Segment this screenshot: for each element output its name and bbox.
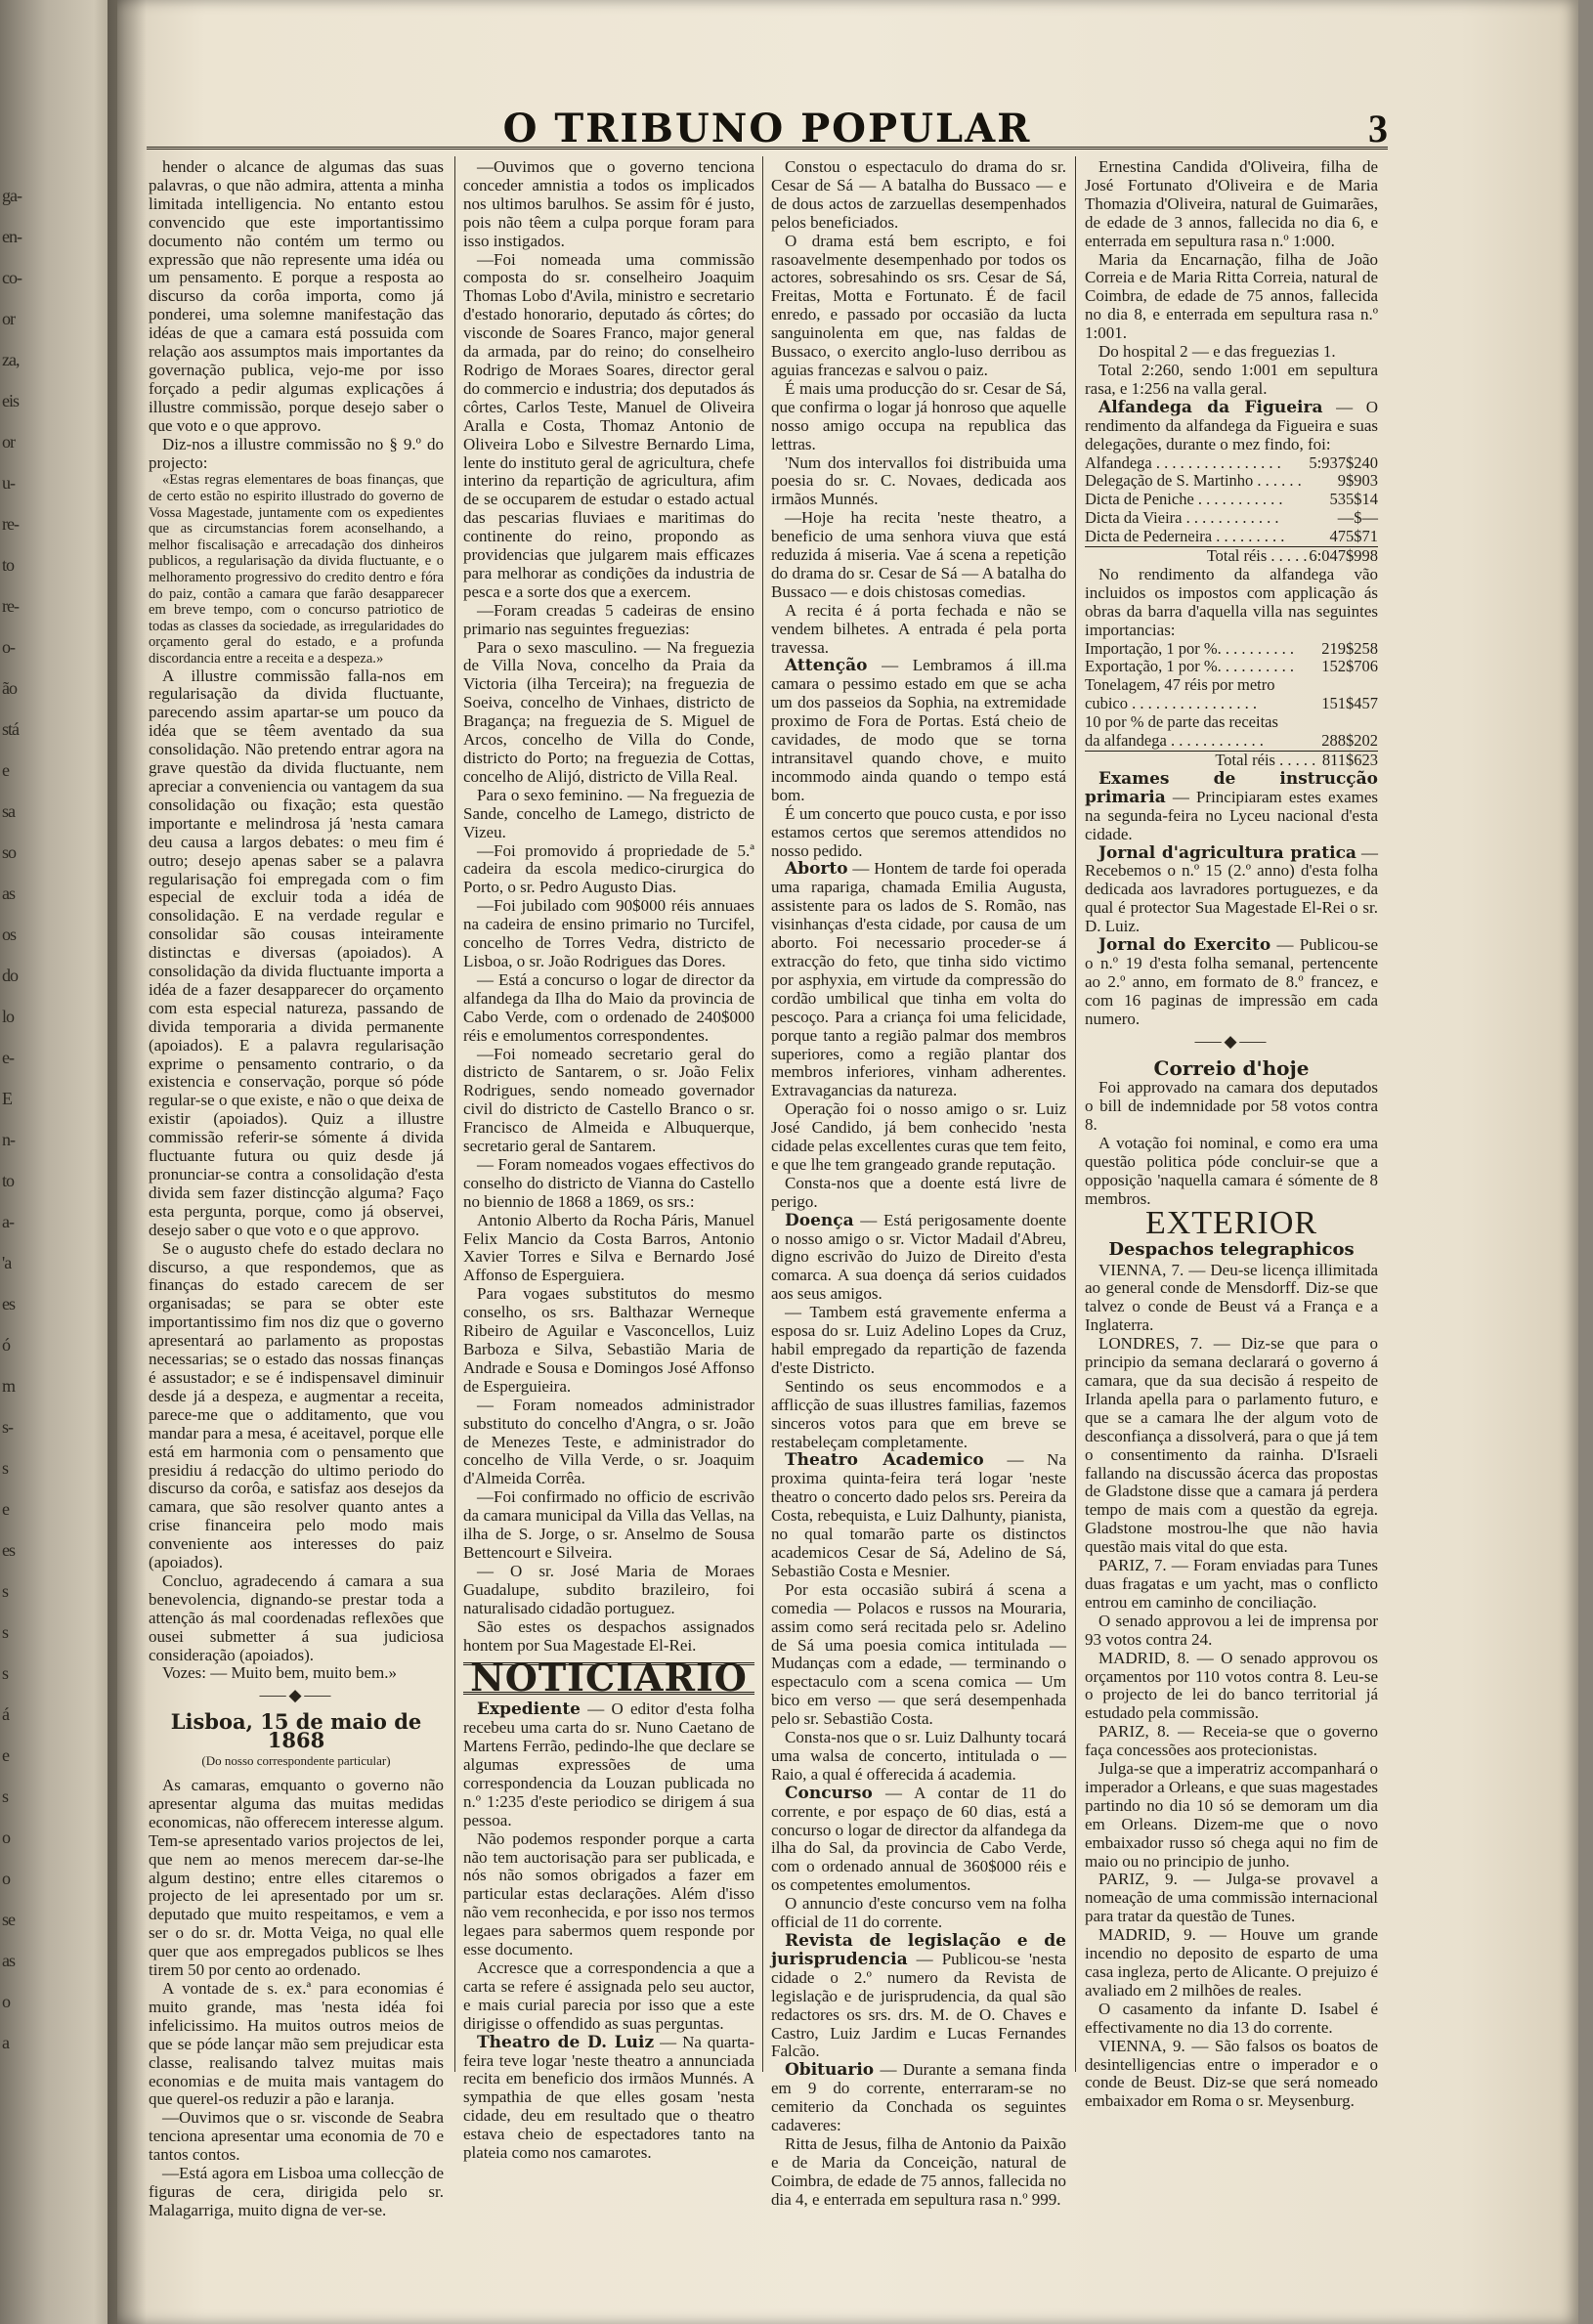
paragraph: —Foram creadas 5 cadeiras de ensino primario nas seguintes freguezias: bbox=[463, 600, 754, 638]
previous-page-fragment: lo bbox=[2, 1007, 15, 1026]
previous-page-fragment: os bbox=[2, 925, 17, 944]
previous-page-edge bbox=[0, 0, 117, 2324]
page-number: 3 bbox=[1368, 107, 1388, 151]
paragraph: MADRID, 9. — Houve um grande incendio no deposito de esparto de uma casa ingleza, perto de Alicante. O prejuizo é avaliado em 2 milhões de reales. bbox=[1085, 1925, 1378, 2000]
article-lead: Obituario bbox=[785, 2060, 875, 2081]
article-lead: Expediente bbox=[477, 1700, 581, 1720]
previous-page-fragment: s bbox=[2, 1458, 9, 1478]
row-label: cubico . . . . . . . . . . . . . . . . bbox=[1085, 694, 1257, 713]
paragraph: Para o sexo masculino. — Na freguezia de Villa Nova, concelho da Praia da Victoria (ilha Terceira); na freguezia de Soeiva, concelho de Vinhaes, districto de Bragança; na freguezia de S. Miguel de Arcos, concelho de Villa do Conde, districto do Porto; na freguezia de Cottas, concelho de Alijó, districto de Villa Real. bbox=[463, 637, 754, 786]
previous-page-fragment: se bbox=[2, 1910, 15, 1929]
paragraph: Maria da Encarnação, filha de João Correia e de Maria Ritta Correia, natural de Coimbra, de edade de 75 annos, fallecida no dia 8, e enterrada em sepultura rasa n.º 1:001. bbox=[1085, 249, 1378, 343]
paragraph: O senado approvou a lei de imprensa por 93 votos contra 24. bbox=[1085, 1611, 1378, 1649]
section-heading: NOTICIARIO bbox=[463, 1662, 754, 1695]
previous-page-fragment: sa bbox=[2, 801, 15, 821]
total-label: Total réis . . . . . bbox=[1085, 752, 1315, 770]
row-value: 535$14 bbox=[1329, 490, 1378, 509]
news-item: Attenção — Lembramos á ill.ma camara o pessimo estado em que se acha um dos passeios da Sophia, na extremidade proximo de Fora de Portas. Está cheio de cavidades, de modo que se torna intransitavel quando chove, e muito incommodo ainda quando o tempo está bom. bbox=[771, 656, 1067, 804]
row-label: Dicta de Peniche . . . . . . . . . . . bbox=[1085, 490, 1283, 509]
row-label: Importação, 1 por %. . . . . . . . . . bbox=[1085, 638, 1294, 658]
previous-page-fragment: s- bbox=[2, 1417, 13, 1437]
table-row bbox=[1085, 640, 1378, 659]
article-lead: Theatro Academico bbox=[785, 1450, 984, 1471]
article-lead: Aborto bbox=[785, 859, 848, 880]
previous-page-fragment: ga- bbox=[2, 186, 22, 205]
paragraph: —Foi nomeado secretario geral do districto de Santarem, o sr. João Felix Rodrigues, sendo nomeado governador civil do districto de Castello Branco o sr. Francisco de Almeida e Albuquerque, secretario geral de Santarem. bbox=[463, 1044, 754, 1156]
column-1 bbox=[149, 157, 444, 2219]
previous-page-fragment: á bbox=[2, 1704, 9, 1724]
paragraph: A votação foi nominal, e como era uma questão politica póde concluir-se que a opposição 'naquella camara é sómente de 8 membros. bbox=[1085, 1134, 1378, 1208]
previous-page-fragment: 'a bbox=[2, 1253, 12, 1272]
previous-page-fragment: o bbox=[2, 1869, 10, 1888]
paragraph: —Foi promovido á propriedade de 5.ª cadeira da escola medico-cirurgica do Porto, o sr. Pedro Augusto Dias. bbox=[463, 840, 754, 897]
total-value: 811$623 bbox=[1315, 752, 1378, 770]
news-item: Sentindo os seus encommodos e a afflicção de suas illustres familias, fazemos sinceros votos para que em breve se restabeleçam completamente. bbox=[771, 1376, 1066, 1451]
masthead-rule bbox=[147, 147, 1388, 150]
row-label: Dicta de Pederneira . . . . . . . . . bbox=[1085, 527, 1285, 546]
section-heading: Correio d'hoje bbox=[1153, 1055, 1310, 1080]
newspaper-title: O TRIBUNO POPULAR bbox=[502, 106, 1032, 151]
paragraph: Para vogaes substitutos do mesmo conselho, os srs. Balthazar Werneque Ribeiro de Aguilar e Vasconcellos, Luiz Barboza e Silva, Sebastião Maria de Andrade e Sousa e Domingos José Affonso de Esperguieira. bbox=[463, 1284, 754, 1396]
row-value bbox=[1315, 676, 1378, 695]
paragraph: Foi approvado na camara dos deputados o bill de indemnidade por 58 votos contra 8. bbox=[1085, 1078, 1378, 1135]
previous-page-fragment: o bbox=[2, 1828, 10, 1847]
row-value: —$— bbox=[1337, 508, 1378, 528]
news-item: O drama está bem escripto, e foi rasoavelmente desempenhado por todos os actores, sobresahindo os srs. Cesar de Sá, Freitas, Motta e Fortunato. É de facil enredo, e passado por occasião da lucta sanguinolenta em que, nas faldas de Bussaco, o exercito anglo-luso derribou as aguias francezas e salvou o paiz. bbox=[771, 231, 1066, 379]
previous-page-fragment: ão bbox=[2, 678, 17, 698]
previous-page-fragment: co- bbox=[2, 268, 22, 287]
news-item: Jornal do Exercito — Publicou-se o n.º 19 d'esta folha semanal, pertencente ao 2.º anno, em formato de 8.º francez, e com 16 paginas de impressão em cada numero. bbox=[1085, 935, 1378, 1028]
paragraph: PARIZ, 8. — Receia-se que o governo faça concessões aos protecionistas. bbox=[1085, 1722, 1378, 1760]
news-item: Theatro de D. Luiz — Na quarta-feira teve logar 'neste theatro a annunciada recita em beneficio dos irmãos Munnés. A sympathia de que elles gosam 'nesta cidade, deu em resultado que o theatro estava cheio de espectadores tanto na plateia como nos camarotes. bbox=[463, 2032, 755, 2163]
row-value: 288$202 bbox=[1321, 731, 1378, 751]
previous-page-fragment: s bbox=[2, 1663, 9, 1683]
previous-page-fragment: en- bbox=[2, 227, 22, 246]
ornament-divider: ⸺◆⸺ bbox=[258, 1686, 334, 1705]
paragraph: VIENNA, 7. — Deu-se licença illimitada ao general conde de Mensdorff. Diz-se que talvez o conde de Beust vá a França e a Inglaterra. bbox=[1085, 1260, 1378, 1335]
previous-page-fragment: s bbox=[2, 1786, 9, 1806]
paragraph: LONDRES, 7. — Diz-se que para o principio da semana declarará o governo á camara, que da sua decisão á respeito de Irlanda apella para o parlamento futuro, e que se a camara lhe der algum voto de desconfiança a dissolverá, para o que já tem o consentimento da rainha. D'Israeli fallando na discussão ácerca das propostas de Gladstone disse que a camara já perdera tempo de mais com a questão da egreja. Gladstone mostrou-lhe que não havia questão mais vital do que esta. bbox=[1085, 1334, 1378, 1557]
article-lead: Attenção bbox=[785, 656, 868, 676]
column-rule bbox=[454, 156, 455, 2072]
previous-page-fragment: es bbox=[2, 1294, 15, 1313]
total-label: Total réis . . . . . bbox=[1085, 547, 1308, 566]
news-item: O annuncio d'este concurso vem na folha official de 11 do corrente. bbox=[771, 1894, 1066, 1932]
paragraph: — Foram nomeados administrador substituto do concelho d'Angra, o sr. João de Menezes Teste, e administrador do concelho de Villa Verde, o sr. Joaquim d'Almeida Corrêa. bbox=[463, 1395, 754, 1488]
table-row bbox=[1085, 713, 1378, 732]
paragraph: «Estas regras elementares de boas finanças, que de certo estão no espirito illustrado do governo de Vossa Magestade, juntamente com os expedientes que as circumstancias forem aconselhando, a melhor fiscalisação e arrecadação dos dinheiros publicos, a regularisação da divida fluctuante, e o melhoramento progressivo do credito dentro e fóra do paiz, contão a camara que farão desapparecer em breve tempo, com o concurso patriotico de todas as classes da sociedade, as irregularidades do orçamento geral do estado, e a profunda discordancia entre a receita e a despeza.» bbox=[149, 472, 444, 667]
row-label: Tonelagem, 47 réis por metro bbox=[1085, 675, 1275, 695]
previous-page-fragment: es bbox=[2, 1540, 15, 1560]
previous-page-fragment: as bbox=[2, 883, 15, 903]
column-2 bbox=[463, 157, 755, 2163]
paragraph: —Foi confirmado no officio de escrivão da camara municipal da Villa das Vellas, na ilha de S. Jorge, o sr. Anselmo de Sousa Bettencourt e Silveira. bbox=[463, 1487, 754, 1562]
previous-page-fragment: do bbox=[2, 966, 18, 985]
paragraph: No rendimento da alfandega vão incluidos os impostos com applicação ás obras da barra d'aquella villa nas seguintes importancias: bbox=[1085, 564, 1378, 639]
row-label: da alfandega . . . . . . . . . . . . bbox=[1085, 731, 1264, 751]
previous-page-fragment: u- bbox=[2, 473, 15, 493]
row-value bbox=[1315, 713, 1378, 732]
row-value: 151$457 bbox=[1321, 694, 1378, 713]
table-total-row bbox=[1085, 547, 1378, 566]
article-lead: Alfandega da Figueira bbox=[1098, 397, 1323, 417]
row-label: 10 por % de parte das receitas bbox=[1085, 712, 1278, 732]
previous-page-fragment: o bbox=[2, 1992, 10, 2011]
article-lead: Revista de legislação e de jurisprudencia bbox=[771, 1931, 1066, 1969]
news-item: Por esta occasião subirá á scena a comedia — Polacos e russos na Mouraria, assim como será recitada pelo sr. Adelino de Sá uma poesia comica intitulada — Mudanças com a edade, — terminando o espectaculo com a scena comica — Um bico em verso — que será desempenhada pelo sr. Sebastião Costa. bbox=[771, 1579, 1066, 1729]
news-item: Doença — Está perigosamente doente o nosso amigo o sr. Victor Madail d'Abreu, digno escrivão do Juizo de Direito d'esta comarca. A sua doença dá serios cuidados aos seus amigos. bbox=[771, 1210, 1066, 1304]
paragraph: O casamento da infante D. Isabel é effectivamente no dia 13 do corrente. bbox=[1085, 1999, 1378, 2037]
news-item: — Tambem está gravemente enferma a esposa do sr. Luiz Adelino Lopes da Cruz, habil empregado da repartição de fazenda d'este Districto. bbox=[771, 1303, 1066, 1377]
news-item: Operação foi o nosso amigo o sr. Luiz José Candido, já bem conhecido 'nesta cidade pelas excellentes curas que tem feito, e que lhe tem grangeado grande reputação. bbox=[771, 1099, 1066, 1174]
column-rule bbox=[1075, 156, 1076, 2072]
revenue-table bbox=[1085, 640, 1378, 770]
paragraph: VIENNA, 9. — São falsos os boatos de desintelligencias entre o imperador e o conde de Beust. Diz-se que será nomeado embaixador em Roma o sr. Meysenburg. bbox=[1085, 2036, 1378, 2111]
paragraph: — Está a concurso o logar de director da alfandega da Ilha do Maio da provincia de Cabo Verde, com o ordenado de 240$000 réis e emolumentos correspondentes. bbox=[463, 969, 754, 1045]
row-value: 219$258 bbox=[1321, 638, 1378, 658]
paragraph: As camaras, emquanto o governo não apresentar alguma das muitas medidas economicas, não offerecem interesse algum. Tem-se apresentado varios projectos de lei, que nem ao menos merecem dar-se-lhe algum destino; entre elles citaremos o projecto de lei apresentado por um sr. deputado que muito respeitamos, e vem a ser o do sr. dr. Motta Veiga, no qual elle quer que aos empregados publicos se lhes tirem 50 por cento ao ordenado. bbox=[149, 1776, 444, 1980]
previous-page-fragment: e- bbox=[2, 1048, 14, 1067]
paragraph: Antonio Alberto da Rocha Páris, Manuel Felix Mancio da Costa Barros, Antonio Xavier Torres e Silva e Bernardo José Affonso de Esperguiera. bbox=[463, 1210, 754, 1285]
spine-shadow bbox=[108, 0, 147, 2324]
paragraph: —Foi jubilado com 90$000 réis annuaes na cadeira de ensino primario no Turcifel, concelho de Torres Vedra, districto de Lisboa, o sr. João Rodrigues das Dores. bbox=[463, 896, 754, 970]
paragraph: —Está agora em Lisboa uma collecção de figuras de cera, dirigida pelo sr. Malagarriga, muito digna de ver-se. bbox=[149, 2164, 444, 2219]
news-item: Ritta de Jesus, filha de Antonio da Paixão e de Maria da Conceição, natural de Coimbra, de edade de 75 annos, fallecida no dia 4, e enterrada em sepultura rasa n.º 999. bbox=[771, 2133, 1066, 2209]
total-value: 6:047$998 bbox=[1309, 546, 1378, 566]
paragraph: A illustre commissão falla-nos em regularisação da divida fluctuante, parecendo assim apartar-se um pouco da idéa que se têem aventado da sua consolidação. Não pretendo entrar agora na grave questão da divida fluctuante, nem apreciar a conveniencia ou vantagem da sua consolidação ou fixação; esta questão importante e melindrosa já 'nesta camara deu causa a largos debates: o meu fim é outro; desejo apenas saber se a palavra regularisação foi empregada com o fim especial de excluir toda a idéa de consolidação. E na verdade regular e consolidar são cousas inteiramente distinctas e diversas (apoiados). A consolidação da divida fluctuante importa a idéa de a fazer desapparecer do orçamento com esta especial natureza, passando de divida temporaria a divida permanente (apoiados). E a palavra regularisação exprime o pensamento contrario, o da existencia e conservação, porque só póde regular-se o que existe, e não o que deixa de existir (apoiados). Quiz a illustre commissão referir-se sómente á divida fluctuante futura ou quiz desde já pronunciar-se contra a consolidação d'esta divida sem fazer distincção alguma? Faço esta pergunta, porque, como já observei, desejo saber o que voto e o que approvo. bbox=[149, 666, 444, 1239]
table-row bbox=[1085, 472, 1378, 491]
news-item: Constou o espectaculo do drama do sr. Cesar de Sá — A batalha do Bussaco — e de dous actos de zarzuellas desempenhados pelos beneficiados. bbox=[771, 157, 1066, 232]
paragraph: —Ouvimos que o governo tenciona conceder amnistia a todos os implicados nos ultimos barulhos. Se assim fôr é justo, pois não têem a culpa porque foram para isso instigados. bbox=[463, 157, 754, 250]
masthead bbox=[147, 106, 1388, 151]
previous-page-fragment: e bbox=[2, 1499, 9, 1519]
row-label: Alfandega . . . . . . . . . . . . . . . . bbox=[1085, 452, 1281, 472]
paragraph: Total 2:260, sendo 1:001 em sepultura rasa, e 1:256 na valla geral. bbox=[1085, 360, 1378, 398]
previous-page-fragment: ó bbox=[2, 1335, 10, 1355]
table-row bbox=[1085, 454, 1378, 473]
row-label: Dicta da Vieira . . . . . . . . . . . . bbox=[1085, 508, 1279, 528]
paragraph: Ernestina Candida d'Oliveira, filha de José Fortunato d'Oliveira e de Maria Thomazia d'Oliveira, natural de Guimarães, de edade de 3 annos, fallecida no dia 6, e enterrada em sepultura rasa n.º 1:000. bbox=[1085, 157, 1378, 250]
article-lead: Doença bbox=[785, 1210, 854, 1230]
paragraph: PARIZ, 9. — Julga-se provavel a nomeação de uma commissão internacional para tratar da questão de Tunes. bbox=[1085, 1870, 1378, 1926]
table-row bbox=[1085, 732, 1378, 751]
table-row bbox=[1085, 491, 1378, 509]
news-item: Aborto — Hontem de tarde foi operada uma rapariga, chamada Emilia Augusta, assistente para os lados de S. Romão, nas visinhanças d'esta cidade, por causa de um aborto. Foi necessario proceder-se á extracção do feto, que tinha sido victimo por asphyxia, em virtude da compressão do cordão umbilical que tinha em volta do pescoço. Para a criança foi uma felicidade, porque tanto a região palmar dos membros superiores, como a região plantar dos membros inferiores, vinham adherentes. Extravagancias da natureza. bbox=[771, 859, 1066, 1100]
revenue-table bbox=[1085, 454, 1378, 566]
previous-page-fragment: s bbox=[2, 1622, 9, 1642]
previous-page-fragment: or bbox=[2, 432, 15, 452]
previous-page-fragment: to bbox=[2, 555, 15, 575]
news-item: 'Num dos intervallos foi distribuida uma poesia do sr. C. Novaes, dedicada aos irmãos Munnés. bbox=[771, 452, 1066, 509]
table-row bbox=[1085, 676, 1378, 695]
row-value: 475$71 bbox=[1329, 527, 1378, 546]
ornament-divider: ⸺◆⸺ bbox=[1193, 1031, 1270, 1051]
section-subheading: (Do nosso correspondente particular) bbox=[201, 1753, 391, 1769]
previous-page-fragment: re- bbox=[2, 596, 19, 616]
news-item: Jornal d'agricultura pratica — Recebemos o n.º 15 (2.º anno) d'esta folha dedicada aos lavradores portuguezes, e da qual é protector Sua Magestade El-Rei o sr. D. Luiz. bbox=[1085, 842, 1378, 936]
news-item: Não podemos responder porque a carta não tem auctorisação para ser publicada, e nós não somos obrigados a fazer em particular estas declarações. Além d'isso não vem reconhecida, e por isso nos termos legaes para sabermos quem responde por esse documento. bbox=[463, 1829, 754, 1959]
news-item: Expediente — O editor d'esta folha recebeu uma carta do sr. Nuno Caetano de Martens Ferrão, pedindo-lhe que declare se algumas expressões de uma correspondencia da Louzan publicada no n.º 1:235 d'este periodico se dirigem á sua pessoa. bbox=[463, 1700, 754, 1829]
news-item: Concurso — A contar de 11 do corrente, e por espaço de 60 dias, está a concurso o logar de director da alfandega da ilha do Sal, da provincia de Cabo Verde, com o ordenado annual de 360$000 réis e os competentes emolumentos. bbox=[771, 1783, 1067, 1895]
table-row bbox=[1085, 509, 1378, 528]
news-item: Obituario — Durante a semana finda em 9 do corrente, enterraram-se no cemiterio da Conchada os seguintes cadaveres: bbox=[771, 2060, 1067, 2135]
previous-page-fragment: E bbox=[2, 1089, 12, 1108]
article-lead: Concurso bbox=[785, 1783, 873, 1803]
section-heading: EXTERIOR bbox=[1144, 1204, 1318, 1241]
paragraph: hender o alcance de algumas das suas palavras, o que não admira, attenta a minha limitada intelligencia. No entanto estou convencido que este importantissimo documento não contém um termo ou expressão que não represente uma idéa ou um pensamento. E porque a resposta ao discurso da corôa importa, como já ponderei, uma solemne manifestação das idéas de que a camara está possuida com relação aos assumptos mais importantes da governação publica, vejo-me por isso forçado a pedir algumas explicações á illustre commissão, porque desejo saber o que voto e o que approvo. bbox=[149, 157, 444, 435]
previous-page-fragment: s bbox=[2, 1581, 9, 1601]
news-item: Accresce que a correspondencia a que a carta se refere é assignada pelo seu auctor, e mais curial parecia por isso que a este dirigisse o offendido as suas perguntas. bbox=[463, 1958, 754, 2033]
row-value: 9$903 bbox=[1337, 471, 1378, 491]
paragraph: —Foi nomeada uma commissão composta do sr. conselheiro Joaquim Thomas Lobo d'Avila, ministro e secretario d'estado honorario, deputado ás côrtes; do visconde de Soares Franco, major general da armada, par do reino; do conselheiro Rodrigo de Moraes Soares, director geral do commercio e industria; dos deputados ás côrtes, Carlos Teste, Manuel de Oliveira Aralla e Costa, Thomaz Antonio de Oliveira Lobo e Silvestre Bernardo Lima, lente do instituto geral de agricultura, chefe interino da repartição de agricultura, afim de se occuparem de estudar o estado actual das pescarias fluviaes e maritimas do continente do reino, propondo as providencias que julgarem mais efficazes para melhorar as condições da industria de pesca e a sorte dos que a exercem. bbox=[463, 249, 754, 601]
section-subheading: Despachos telegraphicos bbox=[1108, 1238, 1355, 1260]
previous-page-fragment: re- bbox=[2, 514, 19, 534]
paragraph: São estes os despachos assignados hontem por Sua Magestade El-Rei. bbox=[463, 1616, 754, 1655]
article-lead: Jornal do Exercito bbox=[1098, 935, 1271, 956]
row-label: Exportação, 1 por %. . . . . . . . . . bbox=[1085, 657, 1294, 676]
column-4 bbox=[1085, 157, 1379, 2111]
news-item: —Hoje ha recita 'neste theatro, a beneficio de uma senhora viuva que está reduzida á miseria. Vae á scena a repetição do drama do sr. Cesar de Sá — A batalha do Bussaco — e dois chistosas comedias. bbox=[771, 508, 1066, 601]
previous-page-fragment: n- bbox=[2, 1130, 15, 1149]
news-item: Revista de legislação e de jurisprudencia — Publicou-se 'nesta cidade o 2.º numero da Revista de legislação e de jurisprudencia, da qual são redactores os srs. drs. M. de O. Chaves e Castro, Luiz Jardim e Lucas Fernandes Falcão. bbox=[771, 1931, 1066, 2061]
column-rule bbox=[762, 156, 763, 2072]
previous-page-fragment: m bbox=[2, 1376, 16, 1396]
paragraph: Vozes: — Muito bem, muito bem.» bbox=[162, 1663, 398, 1683]
previous-page-fragment: e bbox=[2, 1745, 9, 1765]
row-value: 152$706 bbox=[1321, 657, 1378, 676]
news-item: Exames de instrucção primaria — Principiaram estes exames na segunda-feira no Lyceu nacional d'esta cidade. bbox=[1085, 768, 1378, 843]
news-item: Consta-nos que a doente está livre de perigo. bbox=[771, 1173, 1066, 1211]
paragraph: A vontade de s. ex.ª para economias é muito grande, mas 'nesta idéa foi infelicissimo. Ha muitos outros meios de que se póde lançar mão sem prejudicar esta classe, realisando talvez muitas mais economias e de muita mais vantagem do que querel-os reduzir a pão e laranja. bbox=[149, 1978, 444, 2109]
table-row bbox=[1085, 658, 1378, 676]
previous-page-fragment: eis bbox=[2, 391, 19, 410]
paragraph: PARIZ, 7. — Foram enviadas para Tunes duas fragatas e um yacht, mas o conflicto entrou em caminho de conciliação. bbox=[1085, 1556, 1378, 1612]
news-item: Consta-nos que o sr. Luiz Dalhunty tocará uma walsa de concerto, intitulada o — Raio, a qual é offerecida á academia. bbox=[771, 1728, 1066, 1784]
previous-page-fragment: to bbox=[2, 1171, 15, 1190]
news-item: É um concerto que pouco custa, e por isso estamos certos que seremos attendidos no nosso pedido. bbox=[771, 803, 1066, 860]
previous-page-fragment: a bbox=[2, 2033, 9, 2052]
column-3 bbox=[771, 157, 1067, 2209]
news-item: Theatro Academico — Na proxima quinta-feira terá logar 'neste theatro o concerto dado pelos srs. Pereira da Costa, rebequista, e Luiz Dalhunty, pianista, no qual tomarão parte os distinctos academicos Cesar de Sá, Adelino de Sá, Sebastião Costa e Mesnier. bbox=[771, 1450, 1066, 1580]
paragraph: — Foram nomeados vogaes effectivos do conselho do districto de Vianna do Castello no biennio de 1868 a 1869, os srs.: bbox=[463, 1154, 754, 1211]
previous-page-fragment: as bbox=[2, 1951, 15, 1970]
paragraph: Julga-se que a imperatriz accompanhará o imperador a Orleans, e que suas magestades partindo no dia 10 só se demoram um dia em Orleans. Dizem-me que o novo embaixador russo só chega aqui no fim de maio ou no principio de junho. bbox=[1085, 1759, 1378, 1871]
previous-page-fragment: stá bbox=[2, 719, 19, 739]
previous-page-fragment: o- bbox=[2, 637, 15, 657]
paragraph: Para o sexo feminino. — Na freguezia de Sande, concelho de Lamego, districto de Vizeu. bbox=[463, 785, 754, 841]
previous-page-fragment: so bbox=[2, 842, 17, 862]
previous-page-fragment: e bbox=[2, 760, 9, 780]
row-value: 5:937$240 bbox=[1309, 452, 1378, 472]
paragraph: Do hospital 2 — e das freguezias 1. bbox=[1098, 342, 1336, 362]
paragraph: Se o augusto chefe do estado declara no discurso, a que respondemos, que as finanças do estado carecem de ser organisadas; se para se obter este importantissimo fim nos diz que o governo apresentará ao parlamento as propostas necessarias; se o estado das nossas finanças é assustador; e se é indispensavel diminuir desde já a despeza, e augmentar a receita, parece-me que o additamento, que vou mandar para a mesa, é aceitavel, porque elle está em harmonia com o pensamento que presidiu á redacção do ultimo periodo do discurso da corôa, e satisfaz aos desejos da camara, que são resolver quanto antes a crise financeira pelo modo mais conveniente aos interesses do paiz (apoiados). bbox=[149, 1238, 444, 1572]
article-lead: Theatro de D. Luiz bbox=[477, 2032, 655, 2052]
table-row bbox=[1085, 695, 1378, 713]
row-label: Delegação de S. Martinho . . . . . . bbox=[1085, 471, 1302, 491]
previous-page-fragment: a- bbox=[2, 1212, 14, 1231]
news-item: É mais uma producção do sr. Cesar de Sá, que confirma o logar já honroso que aquelle nosso amigo occupa na republica das lettras. bbox=[771, 378, 1066, 453]
section-heading: Lisboa, 15 de maio de 1868 bbox=[170, 1709, 422, 1753]
news-item: Alfandega da Figueira — O rendimento da alfandega da Figueira e suas delegações, durante o mez findo, foi: bbox=[1085, 397, 1379, 453]
table-total-row bbox=[1085, 752, 1378, 770]
paragraph: — O sr. José Maria de Moraes Guadalupe, subdito brazileiro, foi naturalisado cidadão portuguez. bbox=[463, 1561, 754, 1617]
paragraph: —Ouvimos que o sr. visconde de Seabra tenciona apresentar uma economia de 70 e tantos contos. bbox=[149, 2108, 444, 2165]
previous-page-fragment: za, bbox=[2, 350, 20, 369]
paragraph: Concluo, agradecendo á camara a sua benevolencia, dignando-se prestar toda a attenção ás mal coordenadas reflexões que ousei submetter á sua judiciosa consideração (apoiados). bbox=[149, 1571, 444, 1664]
news-item: A recita é á porta fechada e não se vendem bilhetes. A entrada é pela porta travessa. bbox=[771, 600, 1066, 657]
previous-page-fragment: or bbox=[2, 309, 15, 328]
article-lead: Exames de instrucção primaria bbox=[1085, 768, 1378, 807]
table-row bbox=[1085, 528, 1378, 546]
paragraph: Diz-nos a illustre commissão no § 9.º do projecto: bbox=[149, 434, 444, 472]
article-lead: Jornal d'agricultura pratica bbox=[1098, 842, 1356, 863]
paragraph: MADRID, 8. — O senado approvou os orçamentos por 110 votos contra 8. Leu-se o projecto de lei do banco territorial já estudado pela commissão. bbox=[1085, 1648, 1378, 1723]
